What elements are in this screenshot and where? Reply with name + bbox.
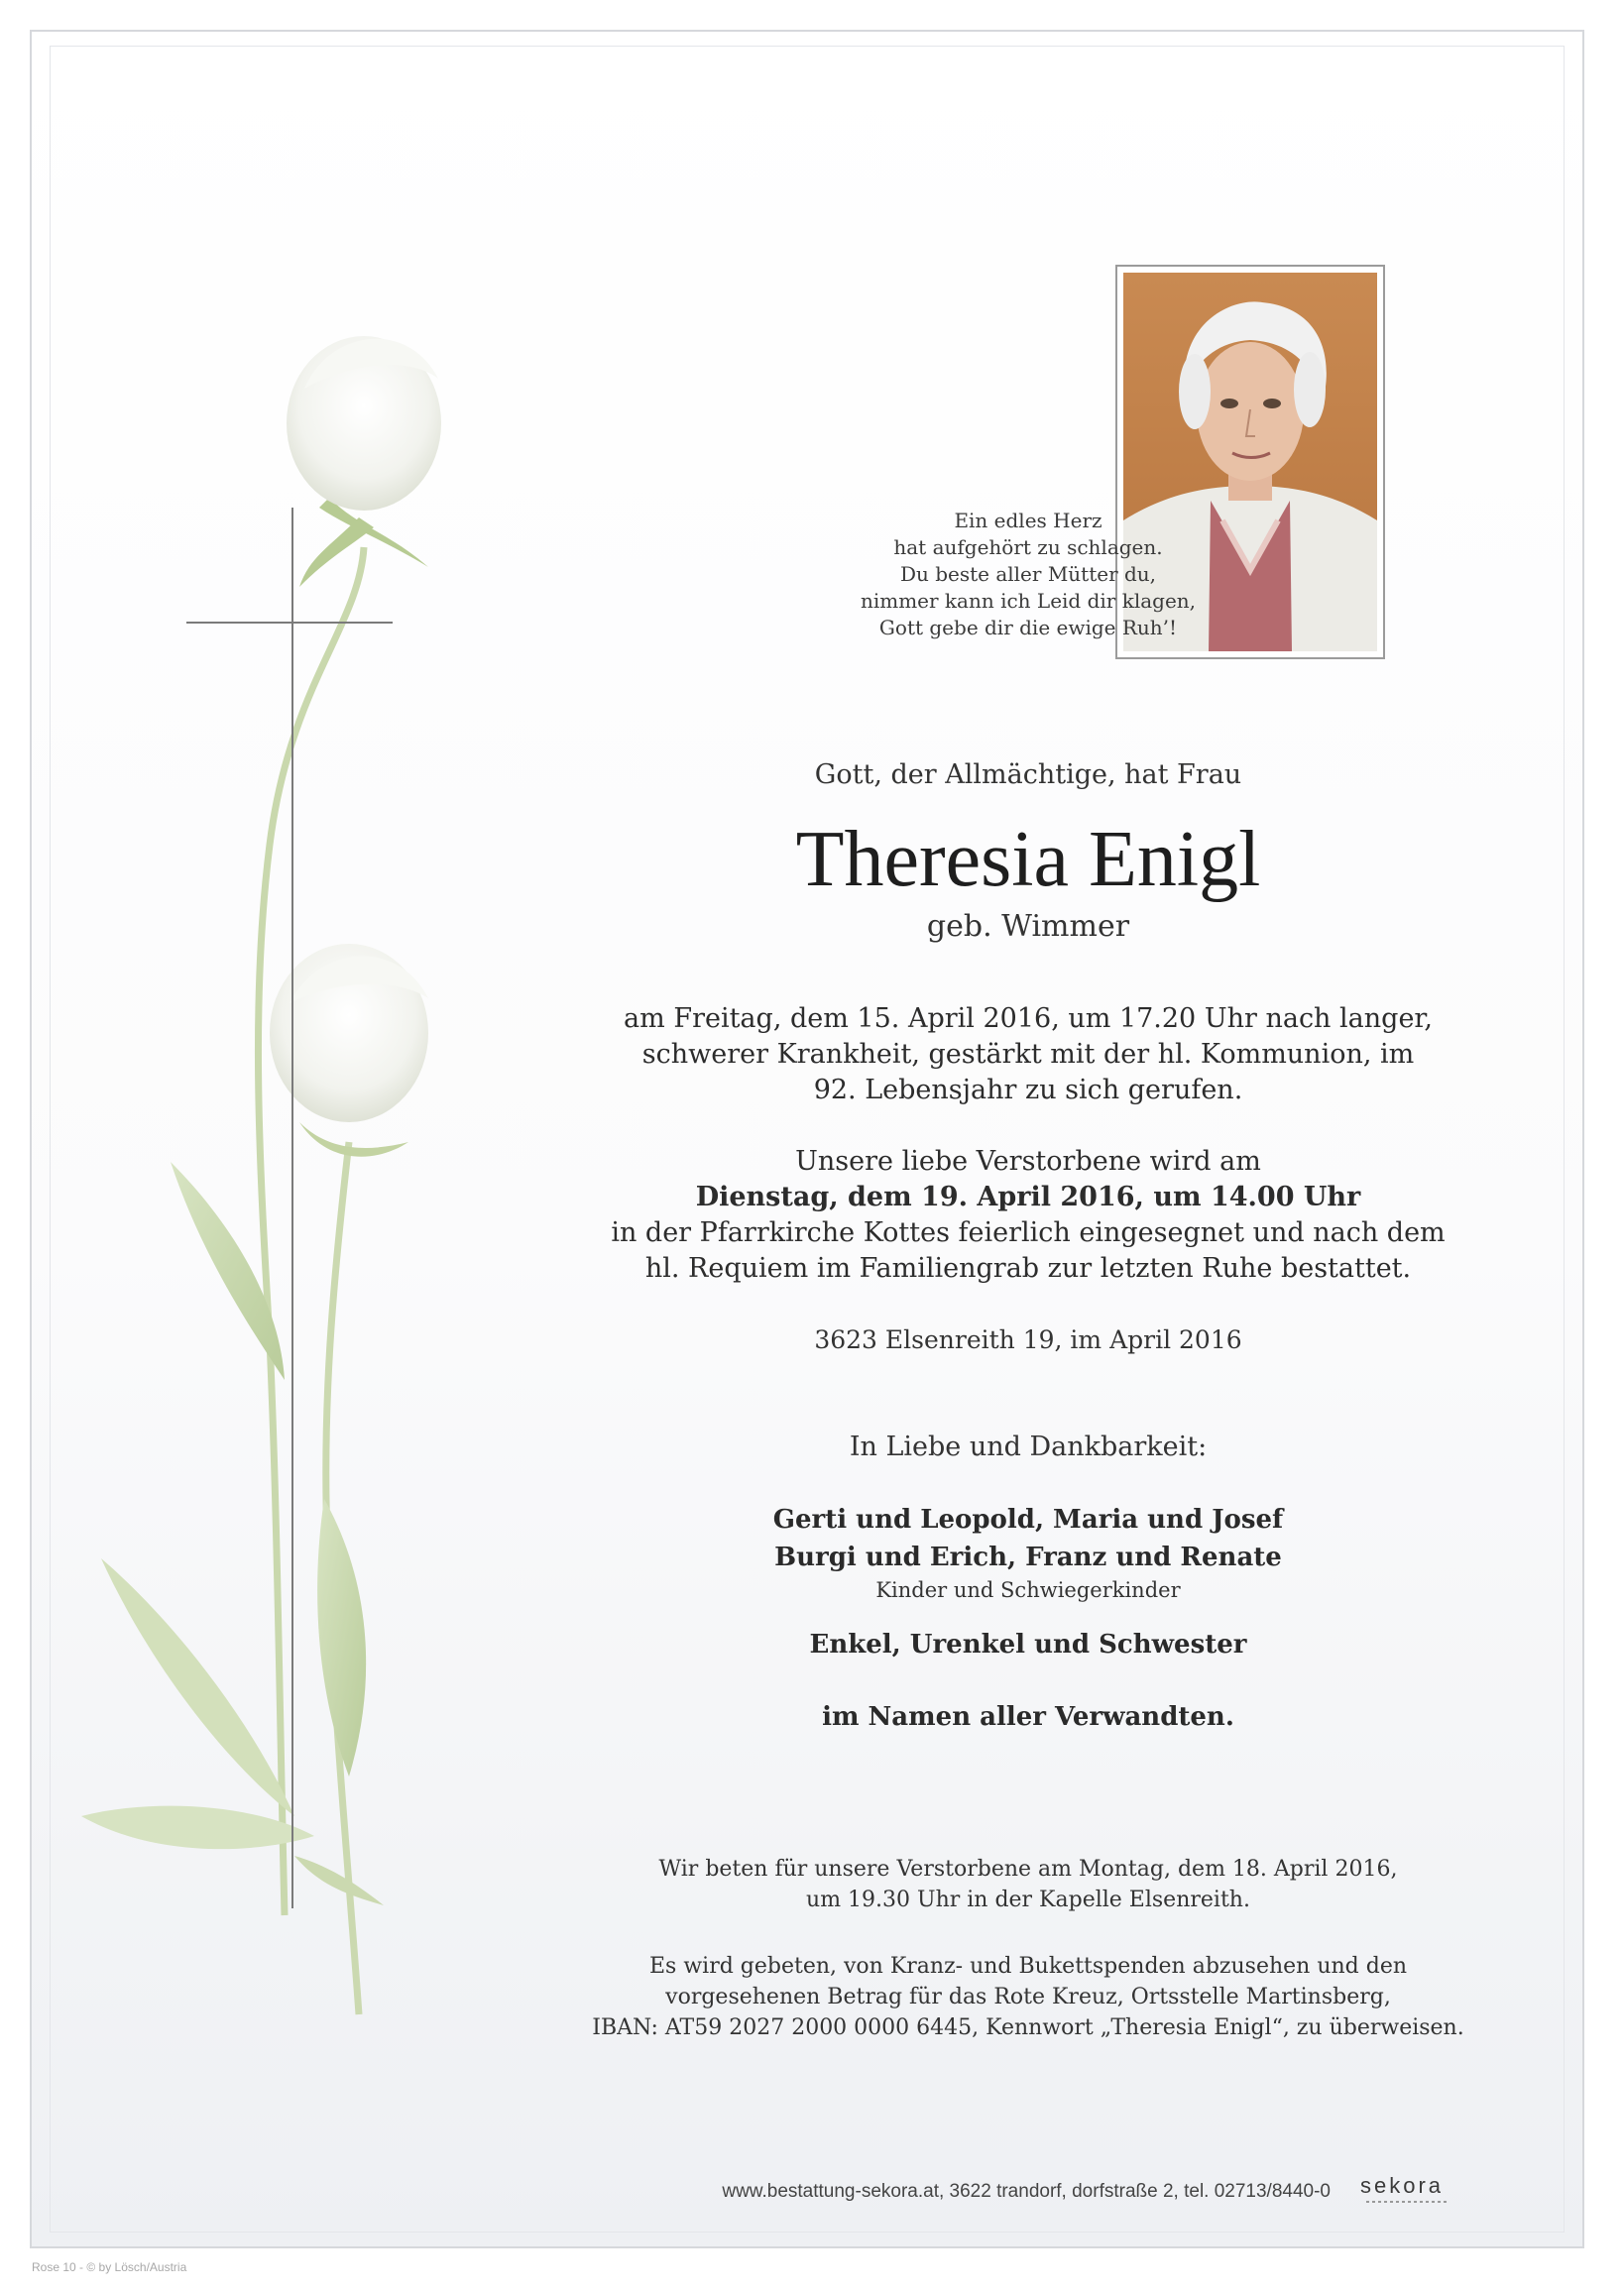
funeral-date: Dienstag, dem 19. April 2016, um 14.00 Uhr <box>695 1182 1361 1212</box>
donation-notice <box>498 1951 1559 2043</box>
family-relatives: im Namen aller Verwandten. <box>822 1702 1234 1732</box>
death-notice-line: schwerer Krankheit, gestärkt mit der hl. Kommunion, im <box>641 1039 1415 1070</box>
funeral-line: Unsere liebe Verstorbene wird am <box>795 1146 1261 1177</box>
verse-line: nimmer kann ich Leid dir klagen, <box>860 589 1197 613</box>
footer-contact: www.bestattung-sekora.at, 3622 trandorf, dorfstraße 2, tel. 02713/8440-0 <box>722 2181 1331 2202</box>
donation-line: Es wird gebeten, von Kranz- und Bukettspenden abzusehen und den <box>648 1954 1408 1979</box>
family-children <box>498 1501 1559 1576</box>
prayer-notice <box>498 1854 1559 1915</box>
family-line: Gerti und Leopold, Maria und Josef <box>772 1505 1284 1535</box>
logo-underline <box>1366 2201 1450 2203</box>
thanks-heading: In Liebe und Dankbarkeit: <box>849 1432 1208 1462</box>
family-note: Kinder und Schwiegerkinder <box>875 1578 1181 1602</box>
death-notice-line: am Freitag, dem 15. April 2016, um 17.20 Uhr nach langer, <box>624 1003 1433 1034</box>
obituary-card <box>30 30 1584 2248</box>
verse-line: Gott gebe dir die ewige Ruh’! <box>878 616 1178 639</box>
verse-line: hat aufgehört zu schlagen. <box>893 535 1163 559</box>
verse-line: Du beste aller Mütter du, <box>899 562 1157 586</box>
family-line: Burgi und Erich, Franz und Renate <box>774 1543 1282 1572</box>
verse-line: Ein edles Herz <box>954 509 1102 532</box>
cross-vertical <box>291 508 293 1908</box>
death-notice-line: 92. Lebensjahr zu sich gerufen. <box>813 1075 1243 1105</box>
prayer-line: um 19.30 Uhr in der Kapelle Elsenreith. <box>806 1888 1250 1912</box>
image-credit: Rose 10 - © by Lösch/Austria <box>32 2260 187 2274</box>
memorial-verse <box>498 508 1559 641</box>
maiden-name: geb. Wimmer <box>926 909 1130 944</box>
deceased-name: Theresia Enigl <box>795 816 1261 903</box>
funeral-line: hl. Requiem im Familiengrab zur letzten Ruhe bestattet. <box>644 1253 1412 1284</box>
family-grandchildren: Enkel, Urenkel und Schwester <box>809 1630 1247 1660</box>
white-roses-illustration <box>32 32 627 2248</box>
death-notice <box>498 1001 1559 1108</box>
sekora-logo: sekora <box>1360 2173 1445 2198</box>
prayer-line: Wir beten für unsere Verstorbene am Montag, dem 18. April 2016, <box>658 1857 1398 1882</box>
funeral-line: in der Pfarrkirche Kottes feierlich eingesegnet und nach dem <box>611 1217 1446 1248</box>
cross-horizontal <box>186 622 393 624</box>
funeral-notice <box>498 1144 1559 1287</box>
place-date: 3623 Elsenreith 19, im April 2016 <box>814 1325 1242 1354</box>
donation-line: vorgesehenen Betrag für das Rote Kreuz, Ortsstelle Martinsberg, <box>665 1985 1391 2009</box>
donation-line: IBAN: AT59 2027 2000 0000 6445, Kennwort „Theresia Enigl“, zu überweisen. <box>592 2015 1464 2040</box>
intro-line: Gott, der Allmächtige, hat Frau <box>814 759 1242 790</box>
